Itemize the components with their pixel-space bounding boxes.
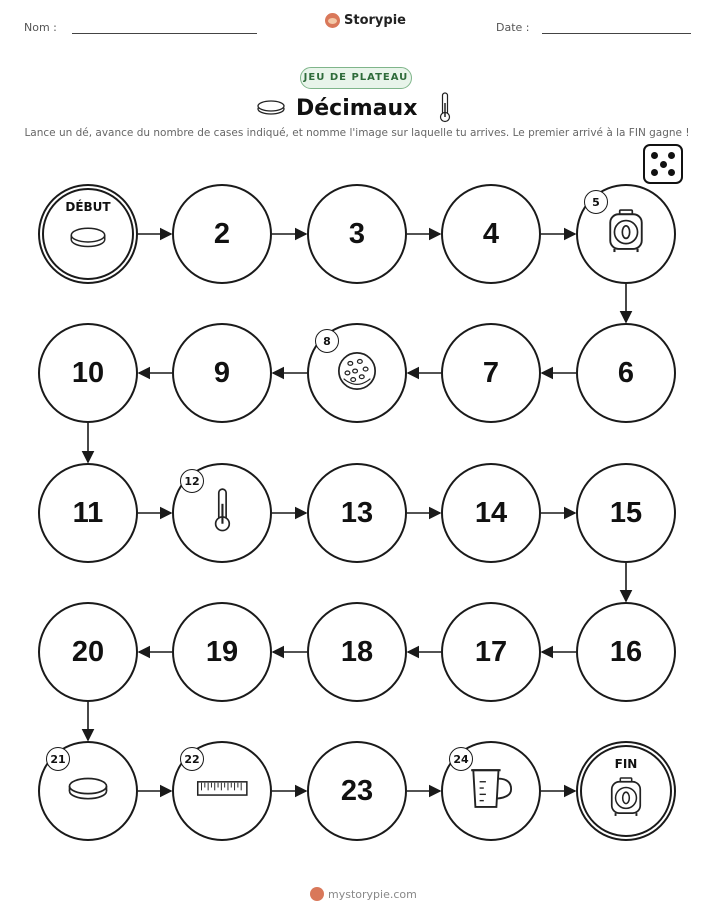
bear-logo-icon (310, 887, 324, 901)
board-cell-3 (307, 184, 407, 284)
board-cell-10 (38, 323, 138, 423)
cell-number-tag: 24 (449, 747, 473, 771)
board-game-badge: JEU DE PLATEAU (300, 67, 412, 89)
cell-number: 3 (348, 217, 366, 250)
ruler-icon (195, 779, 250, 803)
footer (310, 887, 417, 901)
board-cell-17 (441, 602, 541, 702)
footer-url[interactable]: mystorypie.com (328, 887, 417, 901)
board-cell-1 (38, 184, 138, 284)
stopwatch-icon (605, 209, 647, 258)
cookie-icon (336, 350, 378, 397)
board-cell-19 (172, 602, 272, 702)
cell-number: 11 (72, 496, 104, 529)
cell-number: 2 (213, 217, 231, 250)
cell-number: 14 (474, 496, 508, 529)
cell-number: 7 (482, 356, 500, 389)
board-cell-15 (576, 463, 676, 563)
cell-number-tag: 8 (315, 329, 339, 353)
coin-icon (67, 776, 109, 806)
board-cell-20 (38, 602, 138, 702)
cell-number-tag: 21 (46, 747, 70, 771)
cell-number: 23 (340, 774, 374, 807)
name-label: Nom : (24, 21, 57, 34)
page-title: Décimaux (296, 96, 418, 121)
coin-icon (69, 226, 107, 254)
cell-number: 9 (213, 356, 231, 389)
cell-number: 20 (71, 635, 105, 668)
cell-number-tag: 22 (180, 747, 204, 771)
cell-number: 13 (340, 496, 374, 529)
cell-number: 10 (71, 356, 105, 389)
cell-number: 17 (474, 635, 508, 668)
thermometer-icon (213, 487, 232, 538)
measuring-cup-icon (467, 766, 515, 815)
instructions: Lance un dé, avance du nombre de cases indiqué, et nomme l'image sur laquelle tu arrives. Le premier arrivé à la FIN gagne ! (24, 127, 690, 139)
cell-number: 15 (609, 496, 643, 529)
cell-number-tag: 5 (584, 190, 608, 214)
cell-number: 4 (482, 217, 500, 250)
board-cell-6 (576, 323, 676, 423)
end-label: FIN (614, 757, 638, 771)
board-cell-13 (307, 463, 407, 563)
board-cell-9 (172, 323, 272, 423)
board-cell-16 (576, 602, 676, 702)
board-cell-7 (441, 323, 541, 423)
brand-name: Storypie (344, 13, 406, 28)
cell-number: 16 (609, 635, 643, 668)
start-label: DÉBUT (65, 200, 111, 214)
board-cell-14 (441, 463, 541, 563)
cell-number: 19 (205, 635, 239, 668)
board-cell-18 (307, 602, 407, 702)
board-cell-11 (38, 463, 138, 563)
board-cell-4 (441, 184, 541, 284)
cell-number-tag: 12 (180, 469, 204, 493)
cell-number: 6 (617, 356, 635, 389)
cell-number: 18 (340, 635, 374, 668)
board-cell-2 (172, 184, 272, 284)
board-cell-23 (307, 741, 407, 841)
stopwatch-icon (607, 777, 645, 822)
board-cell-25 (576, 741, 676, 841)
date-label: Date : (496, 21, 530, 34)
